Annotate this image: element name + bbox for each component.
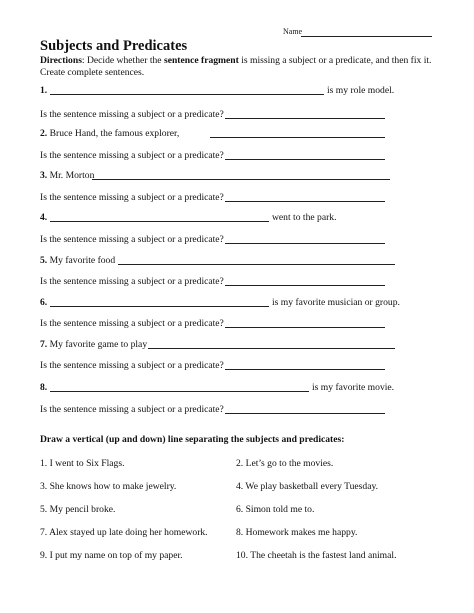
fragment-2-blank[interactable] — [210, 137, 385, 138]
question-8: Is the sentence missing a subject or a predicate? — [40, 404, 224, 415]
sentence-item[interactable]: 2. Let’s go to the movies. — [236, 458, 334, 469]
question-2: Is the sentence missing a subject or a predicate? — [40, 150, 224, 161]
fragment-8-blank[interactable] — [50, 391, 309, 392]
fragment-7-blank[interactable] — [148, 348, 395, 349]
fragment-2-before: Bruce Hand, the famous explorer, — [49, 128, 180, 139]
answer-4-blank[interactable] — [225, 243, 385, 244]
question-3: Is the sentence missing a subject or a predicate? — [40, 192, 224, 203]
fragment-6-blank[interactable] — [50, 306, 269, 307]
name-field-line[interactable] — [301, 36, 432, 37]
sentence-item[interactable]: 9. I put my name on top of my paper. — [40, 550, 183, 561]
answer-6-blank[interactable] — [225, 327, 385, 328]
fragment-3-blank[interactable] — [92, 179, 390, 180]
directions-text: : Decide whether the — [81, 55, 164, 66]
answer-3-blank[interactable] — [225, 201, 385, 202]
fragment-4 — [40, 212, 47, 223]
fragment-5-blank[interactable] — [118, 264, 395, 265]
fragment-2 — [40, 128, 179, 139]
fragment-8 — [40, 382, 47, 393]
fragment-3-before: Mr. Morton — [49, 170, 95, 181]
fragment-5 — [40, 255, 115, 266]
sentence-item[interactable]: 10. The cheetah is the fastest land animal. — [236, 550, 397, 561]
question-7: Is the sentence missing a subject or a predicate? — [40, 360, 224, 371]
answer-8-blank[interactable] — [225, 413, 385, 414]
fragment-number: 5. — [40, 255, 48, 266]
fragment-7-before: My favorite game to play — [49, 339, 148, 350]
sentence-item[interactable]: 5. My pencil broke. — [40, 504, 116, 515]
fragment-number: 3. — [40, 170, 48, 181]
directions-line-2: Create complete sentences. — [40, 67, 145, 78]
fragment-number: 6. — [40, 297, 48, 308]
fragment-3 — [40, 170, 94, 181]
worksheet-title: Subjects and Predicates — [40, 38, 188, 54]
fragment-4-blank[interactable] — [50, 221, 269, 222]
fragment-number: 1. — [40, 85, 48, 96]
directions-bold: sentence fragment — [163, 55, 239, 66]
fragment-8-after: is my favorite movie. — [312, 382, 395, 393]
name-label: Name — [283, 27, 303, 36]
answer-2-blank[interactable] — [225, 159, 385, 160]
directions-label: Directions — [40, 55, 82, 66]
fragment-1-blank[interactable] — [50, 94, 324, 95]
fragment-number: 2. — [40, 128, 48, 139]
sentence-item[interactable]: 6. Simon told me to. — [236, 504, 315, 515]
sentence-item[interactable]: 4. We play basketball every Tuesday. — [236, 481, 379, 492]
fragment-1 — [40, 85, 47, 96]
fragment-1-after: is my role model. — [327, 85, 395, 96]
fragment-6 — [40, 297, 47, 308]
answer-7-blank[interactable] — [225, 369, 385, 370]
fragment-number: 7. — [40, 339, 48, 350]
directions-line-1 — [40, 55, 431, 67]
section-2-heading: Draw a vertical (up and down) line separating the subjects and predicates: — [40, 434, 345, 445]
question-4: Is the sentence missing a subject or a predicate? — [40, 234, 224, 245]
fragment-5-before: My favorite food — [49, 255, 116, 266]
answer-5-blank[interactable] — [225, 285, 385, 286]
answer-1-blank[interactable] — [225, 118, 385, 119]
fragment-6-after: is my favorite musician or group. — [272, 297, 400, 308]
fragment-4-after: went to the park. — [272, 212, 337, 223]
fragment-number: 8. — [40, 382, 48, 393]
fragment-number: 4. — [40, 212, 48, 223]
sentence-item[interactable]: 8. Homework makes me happy. — [236, 527, 358, 538]
sentence-item[interactable]: 7. Alex stayed up late doing her homework. — [40, 527, 208, 538]
question-1: Is the sentence missing a subject or a predicate? — [40, 109, 224, 120]
directions-text: is missing a subject or a predicate, and then fix it. — [238, 55, 432, 66]
fragment-7 — [40, 339, 147, 350]
question-5: Is the sentence missing a subject or a predicate? — [40, 276, 224, 287]
question-6: Is the sentence missing a subject or a predicate? — [40, 318, 224, 329]
sentence-item[interactable]: 3. She knows how to make jewelry. — [40, 481, 177, 492]
sentence-item[interactable]: 1. I went to Six Flags. — [40, 458, 125, 469]
